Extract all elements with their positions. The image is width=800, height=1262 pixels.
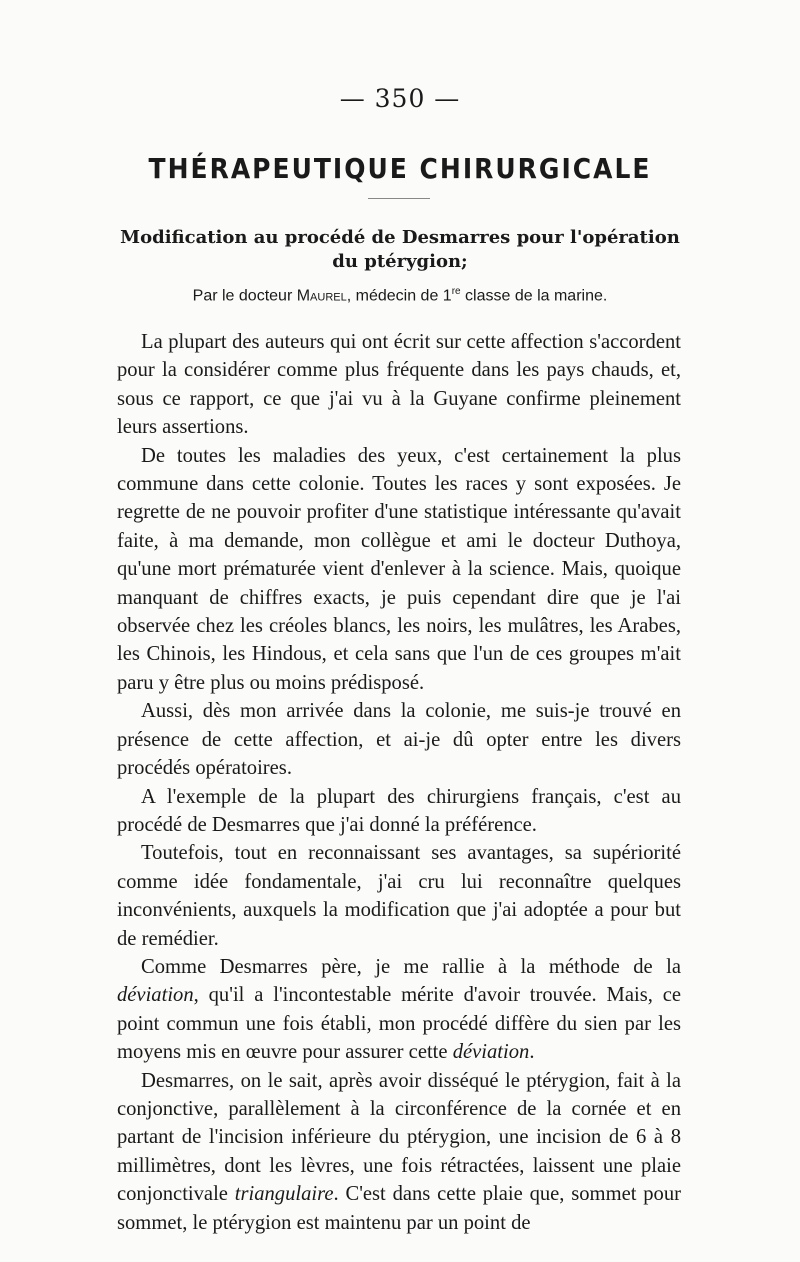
byline-author: Maurel xyxy=(296,287,347,305)
paragraph-7-italic: triangulaire xyxy=(234,1183,334,1206)
paragraph-6-italic-b: déviation xyxy=(452,1041,530,1064)
paragraph-6-text-c: . xyxy=(529,1041,535,1064)
byline xyxy=(110,286,690,305)
paragraph-7 xyxy=(117,1067,681,1237)
byline-prefix: Par le docteur xyxy=(192,287,297,305)
paragraph-4: A l'exemple de la plupart des chirurgiens français, c'est au procédé de Desmarres que j'ai donné la préférence. xyxy=(117,785,681,836)
article-title xyxy=(110,226,690,274)
byline-suffix: classe de la marine. xyxy=(460,287,608,305)
byline-middle: , médecin de 1 xyxy=(346,287,452,305)
paragraph-6-text-b: , qu'il a l'incontestable mérite d'avoir trouvée. Mais, ce point commun une fois établi, mon procédé diffère du sien par les moyens mis en œuvre pour assurer cette xyxy=(117,984,681,1064)
section-title: THÉRAPEUTIQUE CHIRURGICALE xyxy=(148,152,652,185)
paragraph-3: Aussi, dès mon arrivée dans la colonie, me suis-je trouvé en présence de cette affection, et ai-je dû opter entre les divers procédés opératoires. xyxy=(117,700,681,780)
article-title-line-1: Modification au procédé de Desmarres pour l'opération xyxy=(120,227,680,248)
paragraph-6-text-a: Comme Desmarres père, je me rallie à la méthode de la xyxy=(141,955,681,978)
title-divider xyxy=(368,198,430,199)
paragraph-7-text-a: Desmarres, on le sait, après avoir disséqué le ptérygion, fait à la conjonctive, parallèlement à la circonférence de la cornée et en partant de l'incision inférieure du ptérygion, une incision de 6 à 8 millimètres, dont les lèvres, une fois rétractées, laissent une plaie conjonctivale xyxy=(117,1069,681,1206)
paragraph-1: La plupart des auteurs qui ont écrit sur cette affection s'accordent pour la considérer comme plus fréquente dans les pays chauds, et, sous ce rapport, ce que j'ai vu à la Guyane confirme pleinement leurs assertions. xyxy=(117,331,681,439)
byline-superscript: re xyxy=(451,286,461,297)
page-number: — 350 — xyxy=(339,84,461,113)
paragraph-6-italic-a: déviation xyxy=(117,984,194,1007)
article-title-line-2: du ptérygion; xyxy=(332,251,468,272)
paragraph-6 xyxy=(117,953,681,1067)
article-body xyxy=(117,328,681,1237)
paragraph-5: Toutefois, tout en reconnaissant ses avantages, sa supériorité comme idée fondamentale, j'ai cru lui reconnaître quelques inconvénients, auxquels la modification que j'ai adoptée a pour but de remédier. xyxy=(117,842,681,950)
paragraph-7-text-b: . C'est dans cette plaie que, sommet pour sommet, le ptérygion est maintenu par un point de xyxy=(117,1183,681,1234)
paragraph-2: De toutes les maladies des yeux, c'est certainement la plus commune dans cette colonie. Toutes les races y sont exposées. Je regrette de ne pouvoir profiter d'une statistique intéressante qu'avait faite, à ma demande, mon collègue et ami le docteur Duthoya, qu'une mort prématurée vient d'enlever à la science. Mais, quoique manquant de chiffres exacts, je puis cependant dire que je l'ai observée chez les créoles blancs, les noirs, les mulâtres, les Arabes, les Chinois, les Hindous, et cela sans que l'un de ces groupes m'ait paru y être plus ou moins prédisposé. xyxy=(117,444,681,694)
